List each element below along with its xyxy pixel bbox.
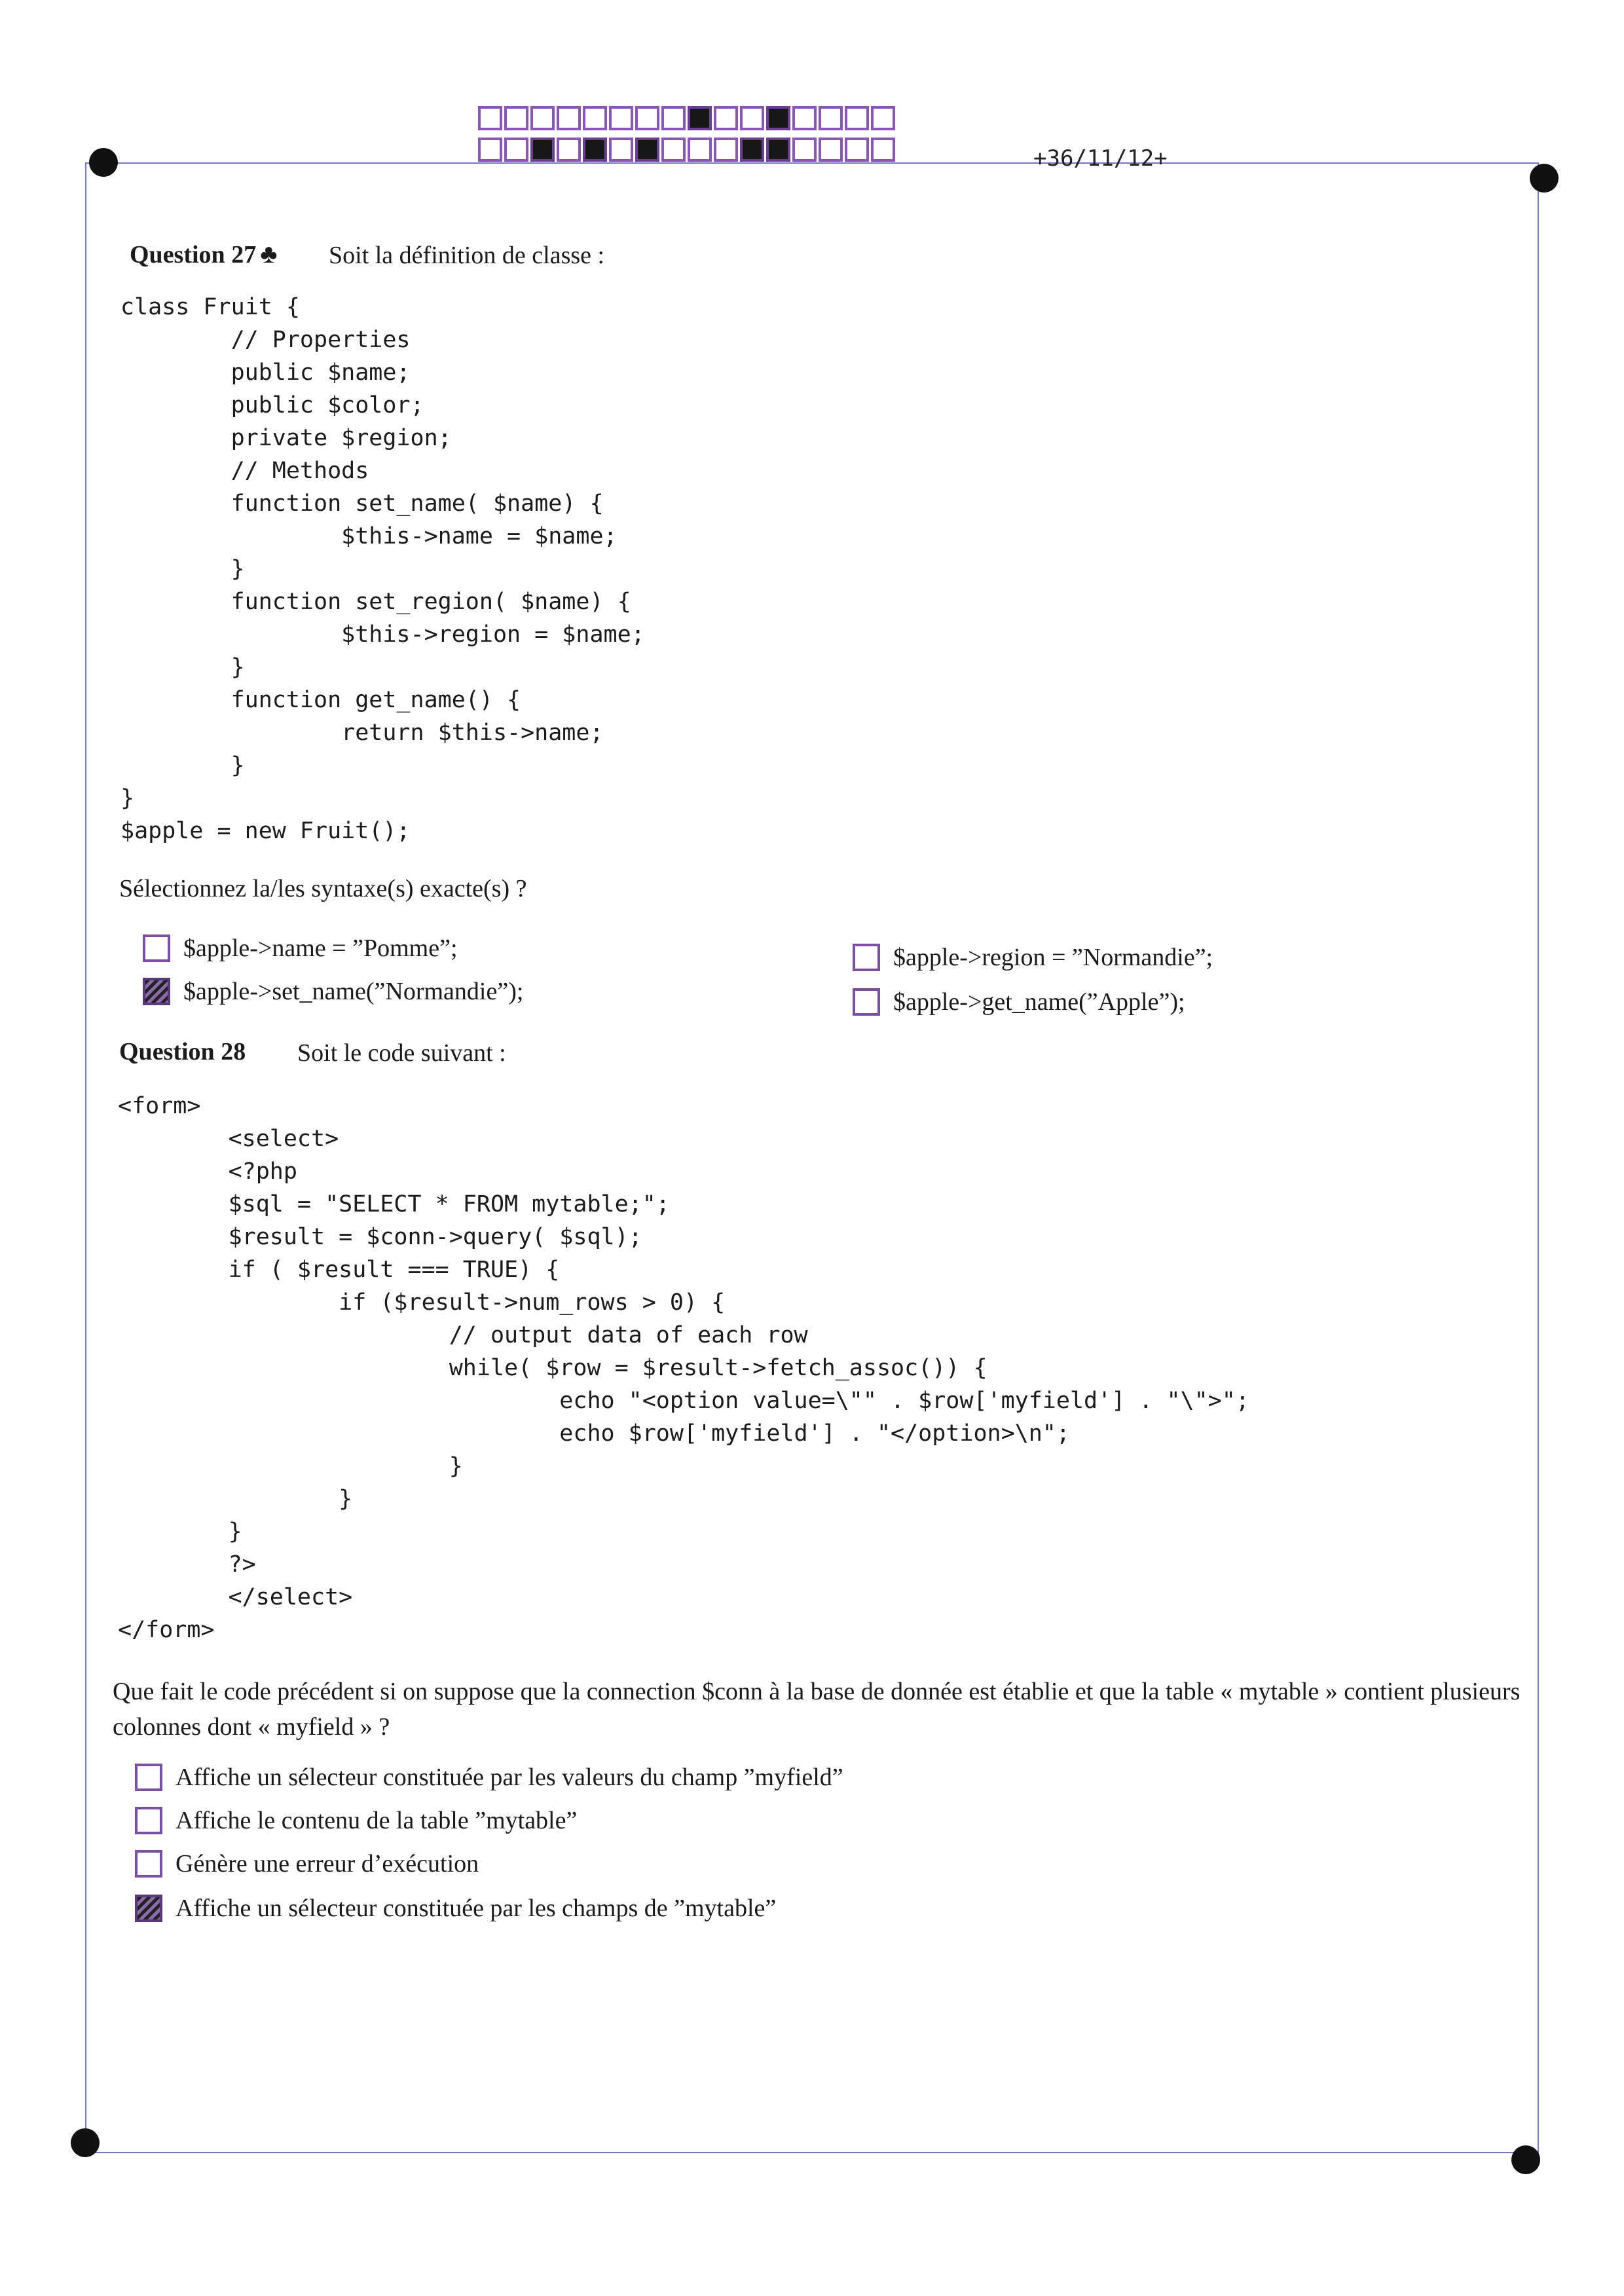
q27-option-4[interactable] xyxy=(853,988,1185,1016)
registration-mark-bottom-right xyxy=(1511,2145,1540,2174)
q28-option-1[interactable] xyxy=(135,1763,843,1792)
q27-option-4-checkbox[interactable] xyxy=(853,988,880,1016)
question-28-title: Question 28 xyxy=(119,1038,246,1065)
q27-option-2-label: $apple->set_name(”Normandie”); xyxy=(183,978,524,1005)
q28-option-4-checkbox[interactable] xyxy=(135,1895,162,1922)
page-reference: +36/11/12+ xyxy=(1033,145,1168,172)
q27-option-2-checkbox[interactable] xyxy=(143,978,170,1005)
q28-option-2-checkbox[interactable] xyxy=(135,1807,162,1834)
q27-option-1-label: $apple->name = ”Pomme”; xyxy=(183,935,458,962)
question-28-code: <form> <select> <?php $sql = "SELECT * FROM mytable;"; $result = $conn->query( $sql); if ( $result === TRUE) { if ($result->num_rows > 0) { // output data of each row while( $row = $result->fetch_assoc()) { echo "<option value=\"" . $row['myfield'] . "\">"; echo $row['myfield'] . "</option>\n"; } } } ?> </select> </form> xyxy=(118,1093,1249,1643)
question-27-text: Sélectionnez la/les syntaxe(s) exacte(s) ? xyxy=(119,875,527,902)
question-28-prompt: Soit le code suivant : xyxy=(297,1039,506,1067)
registration-mark-bottom-left xyxy=(71,2128,100,2157)
q28-option-4[interactable] xyxy=(135,1894,776,1923)
question-28-text: Que fait le code précédent si on suppose que la connection $conn à la base de donnée est établie et que la table « mytable » contient plusieurs colonnes dont « myfield » ? xyxy=(113,1678,1521,1741)
q27-option-3-checkbox[interactable] xyxy=(853,944,880,971)
question-27-code: class Fruit { // Properties public $name; public $color; private $region; // Methods function set_name( $name) { $this->name = $name; } function set_region( $name) { $this->region = $name; } function get_name() { return $this->name; } } $apple = new Fruit(); xyxy=(120,294,645,844)
q28-option-4-label: Affiche un sélecteur constituée par les champs de ”mytable” xyxy=(175,1895,777,1922)
q28-option-3-label: Génère une erreur d’exécution xyxy=(175,1850,479,1878)
student-id-barcode-row-1 xyxy=(478,106,895,130)
registration-mark-top-left xyxy=(89,148,118,177)
club-icon: ♣ xyxy=(260,239,278,268)
q27-option-3[interactable] xyxy=(853,943,1213,972)
q28-option-3[interactable] xyxy=(135,1849,479,1878)
student-id-barcode-row-2 xyxy=(478,138,895,162)
registration-mark-top-right xyxy=(1530,164,1559,193)
question-27-prompt: Soit la définition de classe : xyxy=(329,242,605,269)
q28-option-1-label: Affiche un sélecteur constituée par les valeurs du champ ”myfield” xyxy=(175,1764,843,1791)
q27-option-2[interactable] xyxy=(143,977,523,1006)
q28-option-1-checkbox[interactable] xyxy=(135,1764,162,1791)
q28-option-2-label: Affiche le contenu de la table ”mytable” xyxy=(175,1807,578,1834)
q27-option-1-checkbox[interactable] xyxy=(143,935,170,962)
q28-option-3-checkbox[interactable] xyxy=(135,1850,162,1878)
q28-option-2[interactable] xyxy=(135,1806,577,1835)
question-27-title: Question 27 ♣ xyxy=(130,239,278,268)
q27-option-1[interactable] xyxy=(143,934,458,963)
q27-option-3-label: $apple->region = ”Normandie”; xyxy=(893,944,1213,971)
q27-option-4-label: $apple->get_name(”Apple”); xyxy=(893,988,1185,1016)
